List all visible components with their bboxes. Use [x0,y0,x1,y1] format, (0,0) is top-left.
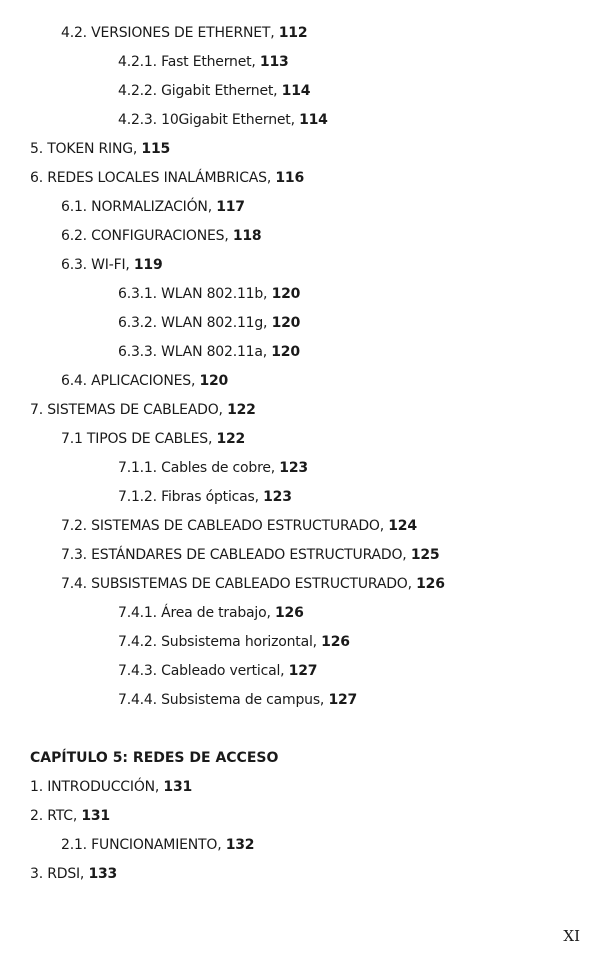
toc-entry-label: 6.3.2. WLAN 802.11g, [118,315,272,331]
toc-entry [0,860,600,889]
toc-entry-label: 4.2.2. Gigabit Ethernet, [118,83,282,99]
toc-entry [0,802,600,831]
toc-entry [0,483,600,512]
toc-entry-label: 6.2. CONFIGURACIONES, [61,228,233,244]
toc-entry-label: 4.2. VERSIONES DE ETHERNET, [61,25,279,41]
toc-entry-label: 6.3. WI-FI, [61,257,134,273]
toc-entry-page: 127 [328,692,358,708]
toc-entry-label: 2. RTC, [30,808,82,824]
toc-entry [0,222,600,251]
toc-entry-page: 132 [225,837,255,853]
toc-entry [0,657,600,686]
toc-entry-label: 6.1. NORMALIZACIÓN, [61,199,217,215]
toc-entry [0,541,600,570]
table-of-contents [0,19,600,889]
toc-entry [0,48,600,77]
toc-entry [0,396,600,425]
toc-entry-label: 5. TOKEN RING, [30,141,142,157]
toc-entry-page: 114 [299,112,328,128]
toc-entry-page: 118 [232,228,262,244]
toc-entry-label: 7. SISTEMAS DE CABLEADO, [30,402,228,418]
section-spacer [0,715,600,744]
toc-entry [0,367,600,396]
toc-entry-page: 119 [133,257,163,273]
toc-entry-page: 112 [278,25,308,41]
toc-entry-page: 125 [410,547,440,563]
toc-entry-label: 7.4.3. Cableado vertical, [118,663,289,679]
toc-entry-page: 116 [275,170,304,186]
toc-entry-page: 114 [281,83,311,99]
toc-entry [0,338,600,367]
toc-entry-label: 2.1. FUNCIONAMIENTO, [61,837,226,853]
toc-entry-label: 7.3. ESTÁNDARES DE CABLEADO ESTRUCTURADO, [61,547,411,563]
toc-entry-label: 7.4.1. Área de trabajo, [118,605,275,621]
toc-entry-label: 7.1.1. Cables de cobre, [118,460,280,476]
toc-entry [0,251,600,280]
toc-entry-page: 126 [275,605,304,621]
toc-entry-label: 6.3.3. WLAN 802.11a, [118,344,272,360]
toc-entry [0,135,600,164]
toc-entry-page: 124 [388,518,417,534]
toc-entry [0,599,600,628]
toc-entry-page: 120 [271,286,301,302]
toc-entry-page: 123 [263,489,292,505]
toc-entry-page: 127 [288,663,318,679]
toc-entry-label: 7.1.2. Fibras ópticas, [118,489,264,505]
toc-entry-page: 122 [227,402,256,418]
toc-entry-label: 1. INTRODUCCIÓN, [30,779,164,795]
toc-entry-label: 3. RDSI, [30,866,89,882]
toc-entry [0,454,600,483]
toc-entry-page: 131 [163,779,193,795]
toc-entry-label: 7.4.2. Subsistema horizontal, [118,634,322,650]
toc-entry-page: 126 [321,634,350,650]
chapter-heading: CAPÍTULO 5: REDES DE ACCESO [30,750,279,766]
toc-entry-page: 131 [81,808,110,824]
toc-entry-label: 6.3.1. WLAN 802.11b, [118,286,272,302]
toc-entry [0,164,600,193]
toc-entry [0,628,600,657]
toc-entry [0,19,600,48]
toc-entry [0,773,600,802]
toc-entry-label: 7.2. SISTEMAS DE CABLEADO ESTRUCTURADO, [61,518,389,534]
toc-entry-label: 7.4. SUBSISTEMAS DE CABLEADO ESTRUCTURADO, [61,576,417,592]
toc-entry-page: 120 [271,315,301,331]
toc-entry-label: 6.4. APLICACIONES, [61,373,200,389]
toc-entry-page: 123 [279,460,308,476]
toc-entry [0,686,600,715]
toc-entry-page: 122 [216,431,246,447]
toc-entry-label: 4.2.3. 10Gigabit Ethernet, [118,112,300,128]
toc-entry [0,280,600,309]
toc-entry [0,77,600,106]
toc-entry-label: 7.4.4. Subsistema de campus, [118,692,329,708]
toc-entry-page: 133 [88,866,118,882]
toc-entry-page: 126 [416,576,445,592]
toc-entry [0,193,600,222]
toc-entry [0,106,600,135]
toc-entry-page: 120 [271,344,300,360]
toc-entry [0,425,600,454]
toc-entry-page: 113 [259,54,289,70]
toc-entry [0,309,600,338]
toc-entry-page: 115 [141,141,171,157]
toc-entry-label: 7.1 TIPOS DE CABLES, [61,431,217,447]
toc-entry-label: 6. REDES LOCALES INALÁMBRICAS, [30,170,276,186]
toc-entry [0,831,600,860]
toc-entry [0,570,600,599]
toc-entry-page: 120 [199,373,229,389]
toc-entry-page: 117 [216,199,245,215]
toc-entry-label: 4.2.1. Fast Ethernet, [118,54,260,70]
page-number: XI [563,927,580,945]
toc-entry [0,512,600,541]
